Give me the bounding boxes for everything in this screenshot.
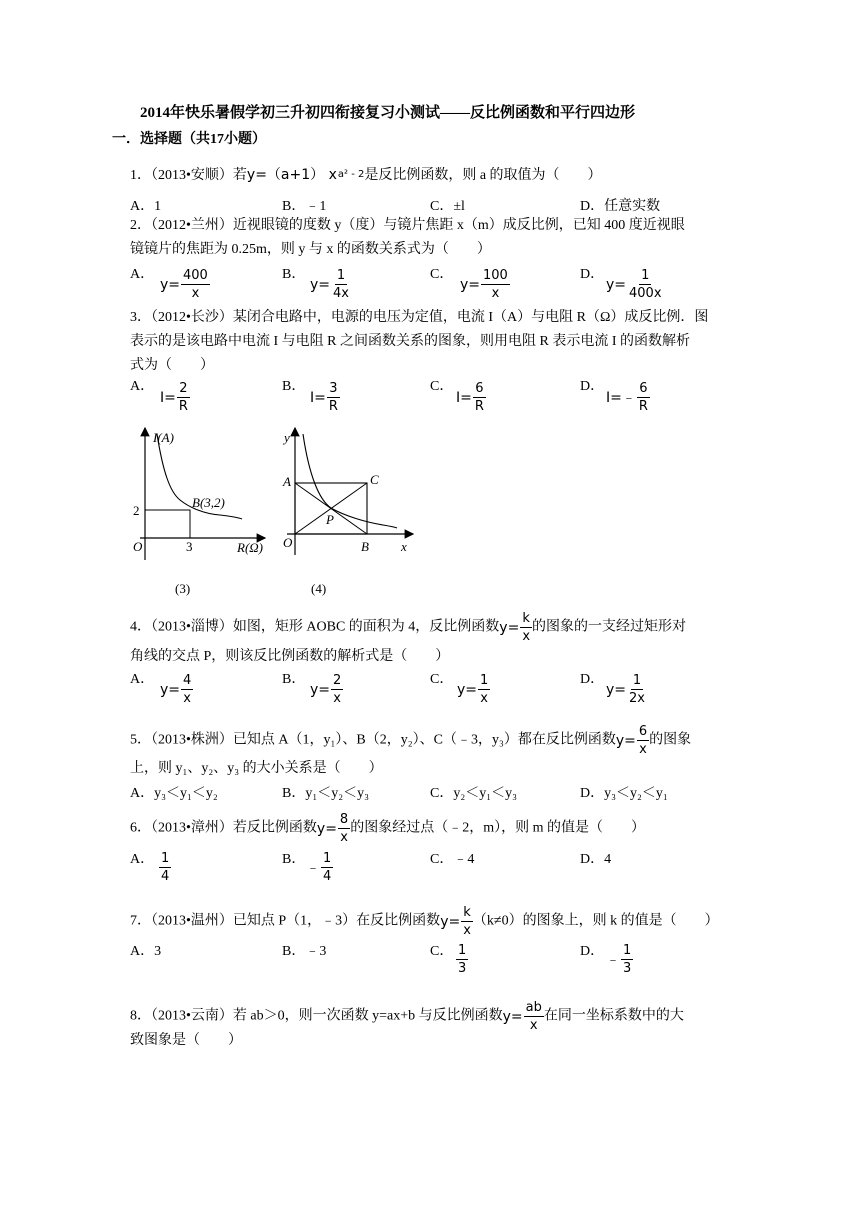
y-tick-label: 2 <box>133 503 140 518</box>
q2-option-d-formula: y= $\frac{1}{400x}$ <box>606 268 662 301</box>
q4-option-a-formula: y= $\frac{4}{x}$ <box>160 673 192 706</box>
origin-label: O <box>133 539 143 554</box>
question-8-line-2: 致图象是（ ） <box>130 1033 242 1048</box>
q2-option-d: D． <box>580 267 605 282</box>
q7-option-a: A．3 <box>130 944 162 959</box>
figure-4 <box>275 420 420 600</box>
q3-option-d: D． <box>580 379 605 394</box>
x-axis-label: R(Ω) <box>237 540 263 555</box>
q3-option-c-formula: I= $\frac{6}{R}$ <box>456 381 484 414</box>
q4-option-d: D． <box>580 672 605 687</box>
q4-option-c-formula: y= $\frac{1}{x}$ <box>457 673 489 706</box>
point-c-label: C <box>370 472 379 487</box>
point-b-label: B(3,2) <box>192 495 225 510</box>
q6-option-d: D．4 <box>580 852 612 867</box>
origin-label: O <box>283 535 293 550</box>
question-1 <box>130 166 602 185</box>
q4-option-d-formula: y= $\frac{1}{2x}$ <box>606 673 645 706</box>
point-p-label: P <box>326 512 334 527</box>
q5-option-a: A．y₃＜y₁＜y₂ <box>130 786 218 801</box>
q1-option-c: C．±l <box>430 199 465 214</box>
question-6: 6．（2013•漳州）若反比例函数 y= $\frac{8}{x}$ 的图象经过点（﹣2，m），则 m 的值是（ ） <box>130 812 645 845</box>
q7-option-d: D． <box>580 944 605 959</box>
q7-option-c-formula: $\frac{1}{3}$ <box>458 943 467 976</box>
q2-option-a-formula: y= $\frac{400}{x}$ <box>160 268 208 301</box>
question-1-formula: y=（a+1） x a² - 2 <box>246 167 365 183</box>
question-3-line-3: 式为（ ） <box>130 358 214 373</box>
q6-option-b: B． <box>282 852 306 867</box>
question-2-line-1: 2．（2012•兰州）近视眼镜的度数 y（度）与镜片焦距 x（m）成反比例，已知 400 度近视眼 <box>130 218 685 233</box>
x-axis-label: x <box>401 539 407 554</box>
q4-option-b-formula: y= $\frac{2}{x}$ <box>310 673 342 706</box>
q1-option-a: A．1 <box>130 199 162 214</box>
point-b-guides <box>145 510 190 538</box>
q5-option-c: C．y₂＜y₁＜y₃ <box>430 786 517 801</box>
section-heading: 一．选择题（共17小题） <box>112 132 266 147</box>
x-tick-label: 3 <box>186 539 193 554</box>
hyperbola-curve <box>303 434 397 528</box>
question-5-line-2: 上，则 y₁、y₂、y₃ 的大小关系是（ ） <box>130 761 383 776</box>
q4-option-b: B． <box>282 672 306 687</box>
q3-option-c: C． <box>430 379 454 394</box>
figure-3 <box>125 420 275 600</box>
q2-option-c-formula: y= $\frac{100}{x}$ <box>460 268 508 301</box>
question-2-line-2: 镜镜片的焦距为 0.25m，则 y 与 x 的函数关系式为（ ） <box>130 242 491 257</box>
q7-option-c: C． <box>430 944 454 959</box>
q6-option-a-formula: $\frac{1}{4}$ <box>161 851 170 884</box>
question-5-line-1: 5．（2013•株洲）已知点 A（1，y₁）、B（2，y₂）、C（﹣3，y₃）都在反比例函数 y= $\frac{6}{x}$ 的图象 <box>130 724 692 757</box>
question-1-suffix: 是反比例函数，则 a 的取值为（ ） <box>364 168 602 183</box>
question-8-line-1: 8．（2013•云南）若 ab＞0，则一次函数 y=ax+b 与反比例函数 y= $\frac{ab}{x}$ 在同一坐标系数中的大 <box>130 1000 684 1033</box>
q7-option-b: B．﹣3 <box>282 944 327 959</box>
question-3-line-1: 3．（2012•长沙）某闭合电路中，电源的电压为定值，电流 I（A）与电阻 R（Ω）成反比例．图 <box>130 310 709 325</box>
q5-option-b: B．y₁＜y₂＜y₃ <box>282 786 369 801</box>
q6-option-a: A． <box>130 852 155 867</box>
question-1-prefix: 1．（2013•安顺）若 <box>130 168 247 183</box>
figure-3-caption: (3) <box>175 581 191 596</box>
q2-option-a: A． <box>130 267 155 282</box>
page-title: 2014年快乐暑假学初三升初四衔接复习小测试——反比例函数和平行四边形 <box>140 105 636 121</box>
q1-option-b: B．﹣1 <box>282 199 327 214</box>
q3-option-a: A． <box>130 379 155 394</box>
q1-option-d: D．任意实数 <box>580 199 661 214</box>
figure-4-caption: (4) <box>311 581 327 596</box>
q7-option-d-formula: ﹣ $\frac{1}{3}$ <box>606 943 632 976</box>
question-4-line-1: 4．（2013•淄博）如图，矩形 AOBC 的面积为 4，反比例函数 y= $\frac{k}{x}$ 的图象的一支经过矩形对 <box>130 611 687 644</box>
q2-option-c: C． <box>430 267 454 282</box>
q6-option-b-formula: ﹣ $\frac{1}{4}$ <box>306 851 332 884</box>
y-axis-label: I(A) <box>153 430 174 445</box>
y-axis-label: y <box>284 430 290 445</box>
question-7: 7．（2013•温州）已知点 P（1，﹣3）在反比例函数 y= $\frac{k}{x}$ （k≠0）的图象上，则 k 的值是（ ） <box>130 905 719 938</box>
q4-option-c: C． <box>430 672 454 687</box>
point-b-label: B <box>361 539 369 554</box>
q5-option-d: D．y₃＜y₂＜y₁ <box>580 786 668 801</box>
q3-option-a-formula: I= $\frac{2}{R}$ <box>160 381 188 414</box>
q2-option-b-formula: y= $\frac{1}{4x}$ <box>310 268 349 301</box>
q3-option-b-formula: I= $\frac{3}{R}$ <box>310 381 338 414</box>
q3-option-b: B． <box>282 379 306 394</box>
q2-option-b: B． <box>282 267 306 282</box>
q3-option-d-formula: I=﹣ $\frac{6}{R}$ <box>606 381 648 414</box>
point-a-label: A <box>283 474 291 489</box>
q6-option-c: C．﹣4 <box>430 852 475 867</box>
q4-option-a: A． <box>130 672 155 687</box>
question-4-line-2: 角线的交点 P，则该反比例函数的解析式是（ ） <box>130 649 450 664</box>
question-3-line-2: 表示的是该电路中电流 I 与电阻 R 之间函数关系的图象，则用电阻 R 表示电流 I 的函数解析 <box>130 334 690 349</box>
